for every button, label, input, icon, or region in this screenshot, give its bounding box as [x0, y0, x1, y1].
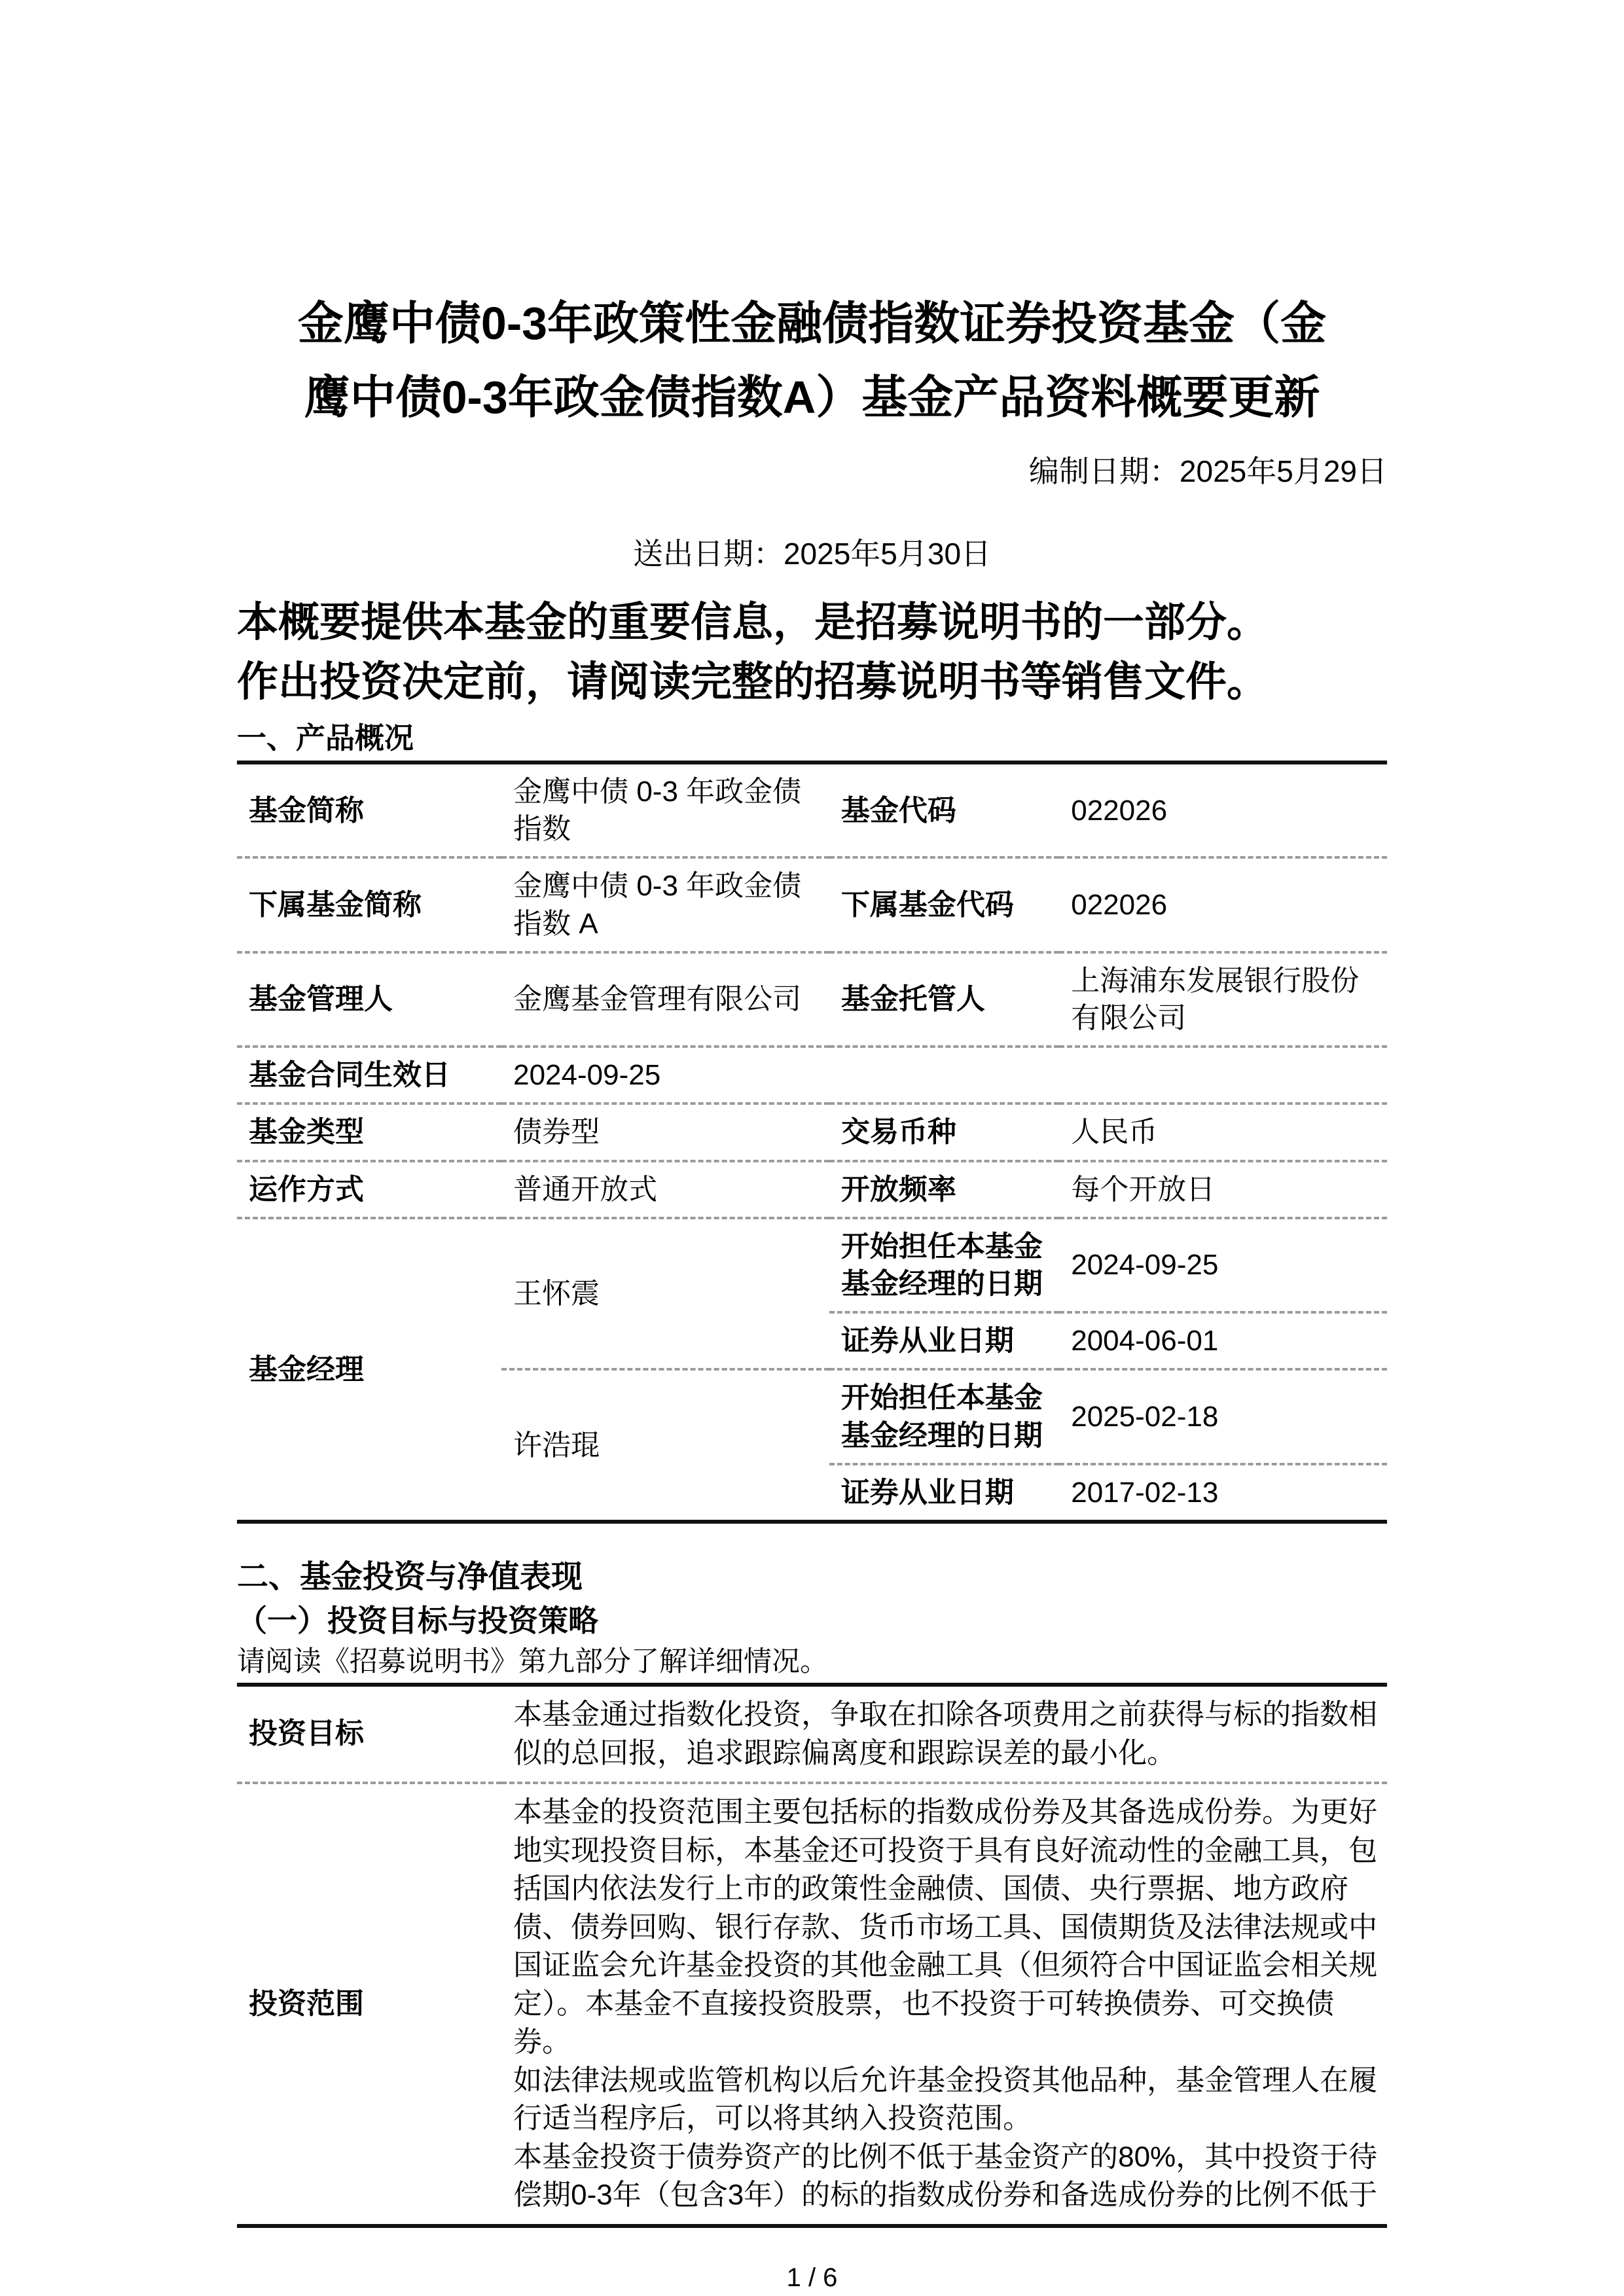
investment-scope-label: 投资范围	[237, 1783, 501, 2226]
investment-objective-value: 本基金通过指数化投资，争取在扣除各项费用之前获得与标的指数相似的总回报，追求跟踪偏离度和跟踪误差的最小化。	[513, 1698, 1378, 1769]
investment-objective-label: 投资目标	[249, 1717, 364, 1750]
manager-2-name: 许浩琨	[501, 1369, 829, 1522]
intro-line1: 本概要提供本基金的重要信息，是招募说明书的一部分。	[237, 600, 1268, 646]
sub-fund-abbr-value: 金鹰中债 0-3 年政金债指数 A	[501, 857, 829, 952]
fund-abbr-value: 金鹰中债 0-3 年政金债指数	[513, 776, 802, 846]
operation-mode-value: 普通开放式	[501, 1161, 829, 1218]
manager-1-start-label: 开始担任本基金基金经理的日期	[829, 1218, 1059, 1312]
product-overview-table	[237, 761, 1387, 1524]
table-row	[237, 952, 1387, 1047]
fund-manager-company-label: 基金管理人	[237, 952, 501, 1047]
section1-heading: 一、产品概况	[237, 721, 414, 755]
intro-statement	[237, 593, 1387, 711]
table-row	[237, 1783, 1387, 2226]
custodian-value: 上海浦东发展银行股份有限公司	[1059, 952, 1387, 1047]
manager-2-start-label: 开始担任本基金基金经理的日期	[829, 1369, 1059, 1463]
sub-fund-code-value: 022026	[1059, 857, 1387, 952]
table-row	[237, 1047, 1387, 1103]
manager-1-start-date: 2024-09-25	[1059, 1218, 1387, 1312]
section2-note: 请阅读《招募说明书》第九部分了解详细情况。	[237, 1646, 828, 1678]
table-row	[237, 762, 1387, 857]
currency-value: 人民币	[1059, 1103, 1387, 1160]
currency-label: 交易币种	[829, 1103, 1059, 1160]
fund-code-label: 基金代码	[840, 794, 956, 827]
manager-1-career-date: 2004-06-01	[1059, 1312, 1387, 1369]
custodian-label: 基金托管人	[829, 952, 1059, 1047]
manager-2-career-label: 证券从业日期	[829, 1464, 1059, 1522]
fund-abbr-label: 基金简称	[249, 794, 364, 827]
fund-manager-label: 基金经理	[237, 1218, 501, 1522]
table-row	[237, 1103, 1387, 1160]
document-title-line1: 金鹰中债0-3年政策性金融债指数证券投资基金（金	[297, 298, 1327, 349]
manager-2-start-date: 2025-02-18	[1059, 1369, 1387, 1463]
page-number: 1 / 6	[786, 2263, 838, 2292]
document-title	[237, 287, 1387, 435]
table-row	[237, 1685, 1387, 1783]
section2-subheading: （一）投资目标与投资策略	[237, 1603, 598, 1638]
table-row	[237, 857, 1387, 952]
investment-scope-paragraph-3: 本基金投资于债券资产的比例不低于基金资产的80%，其中投资于待偿期0-3年（包含3年）的标的指数成份券和备选成份券的比例不低于	[513, 2140, 1378, 2212]
intro-line2: 作出投资决定前，请阅读完整的招募说明书等销售文件。	[237, 659, 1268, 706]
sent-date: 送出日期：2025年5月30日	[632, 536, 992, 571]
table-row	[237, 1161, 1387, 1218]
effective-date-label: 基金合同生效日	[237, 1047, 501, 1103]
sub-fund-code-label: 下属基金代码	[829, 857, 1059, 952]
manager-2-career-date: 2017-02-13	[1059, 1464, 1387, 1522]
investment-scope-paragraph-1: 本基金的投资范围主要包括标的指数成份券及其备选成份券。为更好地实现投资目标，本基金还可投资于具有良好流动性的金融工具，包括国内依法发行上市的政策性金融债、国债、央行票据、地方政府债、债券回购、银行存款、货币市场工具、国债期货及法律法规或中国证监会允许基金投资的其他金融工具（但须符合中国证监会相关规定）。本基金不直接投资股票，也不投资于可转换债券、可交换债券。	[513, 1796, 1378, 2058]
open-frequency-value: 每个开放日	[1059, 1161, 1387, 1218]
investment-scope-value	[501, 1783, 1387, 2226]
fund-type-value: 债券型	[501, 1103, 829, 1160]
fund-code-value: 022026	[1071, 794, 1168, 827]
table-row	[237, 1218, 1387, 1312]
manager-1-career-label: 证券从业日期	[829, 1312, 1059, 1369]
open-frequency-label: 开放频率	[829, 1161, 1059, 1218]
operation-mode-label: 运作方式	[237, 1161, 501, 1218]
investment-objective-table	[237, 1683, 1387, 2228]
prepared-date: 编制日期：2025年5月29日	[1028, 454, 1387, 488]
fund-manager-company-value: 金鹰基金管理有限公司	[501, 952, 829, 1047]
investment-scope-paragraph-2: 如法律法规或监管机构以后允许基金投资其他品种，基金管理人在履行适当程序后，可以将其纳入投资范围。	[513, 2064, 1378, 2135]
document-title-line2: 鹰中债0-3年政金债指数A）基金产品资料概要更新	[304, 372, 1320, 423]
manager-1-name: 王怀震	[501, 1218, 829, 1370]
sub-fund-abbr-label: 下属基金简称	[237, 857, 501, 952]
fund-type-label: 基金类型	[237, 1103, 501, 1160]
effective-date-value: 2024-09-25	[501, 1047, 1387, 1103]
section2-heading: 二、基金投资与净值表现	[237, 1559, 583, 1594]
